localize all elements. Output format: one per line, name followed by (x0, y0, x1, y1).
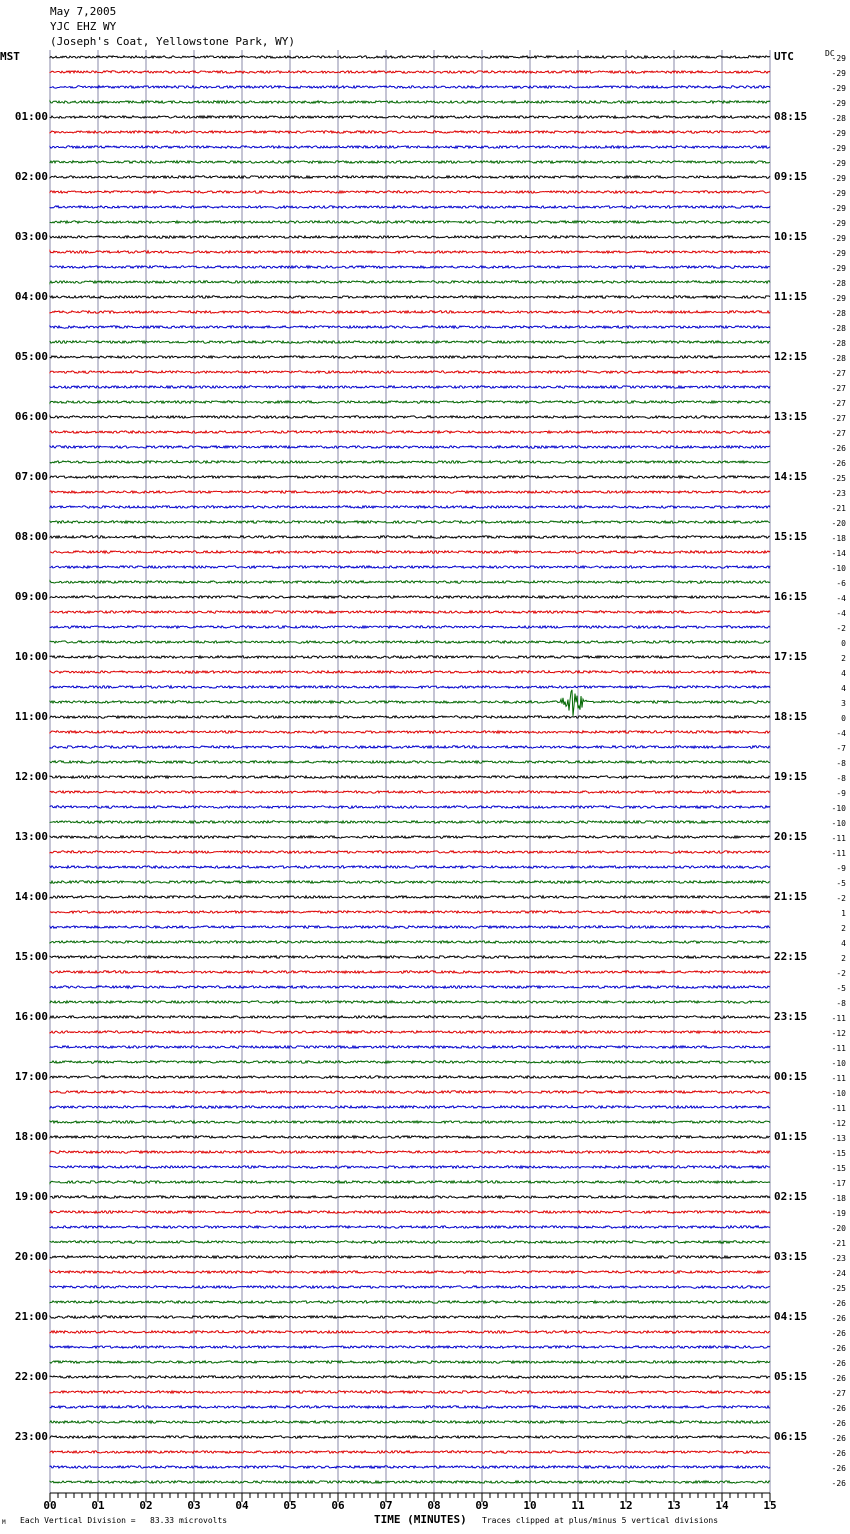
trace-row (50, 731, 770, 733)
mst-hour-label: 19:00 (14, 1190, 48, 1203)
trace-row (50, 1391, 770, 1393)
trace-row (50, 821, 770, 823)
mst-hour-label: 17:00 (14, 1070, 48, 1083)
dc-offset-value: -4 (836, 594, 846, 603)
dc-offset-value: -10 (831, 804, 846, 813)
trace-row (50, 1241, 770, 1243)
trace-row (50, 566, 770, 568)
trace-row (50, 1376, 770, 1378)
mst-hour-label: 08:00 (14, 530, 48, 543)
trace-row (50, 1211, 770, 1213)
dc-offset-value: -29 (831, 294, 846, 303)
dc-offset-value: -27 (831, 1389, 846, 1398)
dc-offset-value: -10 (831, 819, 846, 828)
x-tick-label: 14 (715, 1499, 729, 1512)
dc-offset-value: -14 (831, 549, 846, 558)
utc-hour-label: 14:15 (774, 470, 808, 483)
utc-hour-label: 09:15 (774, 170, 808, 183)
mst-hour-label: 07:00 (14, 470, 48, 483)
trace-row (50, 551, 770, 553)
dc-offset-value: -28 (831, 309, 846, 318)
utc-hour-label: 05:15 (774, 1370, 808, 1383)
dc-offset-value: -10 (831, 1059, 846, 1068)
trace-row (50, 311, 770, 313)
trace-row (50, 506, 770, 508)
dc-offset-value: -7 (836, 744, 846, 753)
dc-offset-value: -26 (831, 1374, 846, 1383)
dc-offset-value: -15 (831, 1164, 846, 1173)
dc-offset-value: -28 (831, 339, 846, 348)
trace-row (50, 476, 770, 478)
utc-hour-label: 21:15 (774, 890, 808, 903)
dc-offset-value: -6 (836, 579, 846, 588)
dc-offset-value: -2 (836, 624, 846, 633)
trace-row (50, 221, 770, 223)
x-tick-label: 09 (475, 1499, 489, 1512)
trace-row (50, 851, 770, 853)
dc-offset-value: -20 (831, 519, 846, 528)
dc-offset-value: -29 (831, 129, 846, 138)
utc-hour-label: 04:15 (774, 1310, 808, 1323)
trace-row (50, 806, 770, 808)
trace-row (50, 56, 770, 58)
dc-offset-value: -26 (831, 459, 846, 468)
trace-row (50, 761, 770, 763)
trace-row (50, 461, 770, 463)
trace-row (50, 446, 770, 448)
dc-offset-value: -29 (831, 144, 846, 153)
trace-row (50, 1151, 770, 1153)
trace-row (50, 1001, 770, 1003)
utc-hour-label: 11:15 (774, 290, 808, 303)
trace-row (50, 596, 770, 598)
trace-row (50, 386, 770, 388)
dc-offset-value: -23 (831, 1254, 846, 1263)
trace-row (50, 671, 770, 673)
dc-offset-value: -5 (836, 879, 846, 888)
trace-row (50, 1166, 770, 1168)
trace-row (50, 1061, 770, 1063)
dc-offset-value: 3 (841, 699, 846, 708)
trace-row (50, 236, 770, 238)
mst-hour-label: 12:00 (14, 770, 48, 783)
dc-offset-value: -29 (831, 219, 846, 228)
trace-row (50, 1436, 770, 1438)
dc-offset-value: 4 (841, 669, 846, 678)
header-location: (Joseph's Coat, Yellowstone Park, WY) (50, 35, 296, 48)
dc-offset-value: 2 (841, 924, 846, 933)
utc-hour-label: 19:15 (774, 770, 808, 783)
dc-offset-value: -28 (831, 114, 846, 123)
trace-row (50, 491, 770, 493)
dc-offset-value: -27 (831, 384, 846, 393)
dc-offset-value: -27 (831, 369, 846, 378)
dc-offset-value: -23 (831, 489, 846, 498)
trace-row (50, 1331, 770, 1333)
trace-row (50, 746, 770, 748)
dc-offset-value: -26 (831, 1329, 846, 1338)
trace-row (50, 776, 770, 778)
trace-row (50, 1301, 770, 1303)
dc-offset-value: -29 (831, 84, 846, 93)
x-tick-label: 01 (91, 1499, 105, 1512)
dc-offset-value: -29 (831, 249, 846, 258)
dc-offset-value: -10 (831, 1089, 846, 1098)
dc-offset-value: 0 (841, 639, 846, 648)
dc-offset-value: -5 (836, 984, 846, 993)
mst-axis-label: MST (0, 50, 20, 63)
dc-offset-value: -11 (831, 1104, 846, 1113)
trace-row (50, 1406, 770, 1408)
dc-offset-value: -26 (831, 1479, 846, 1488)
dc-offset-value: -26 (831, 1449, 846, 1458)
dc-offset-value: -29 (831, 174, 846, 183)
trace-row (50, 1106, 770, 1108)
trace-row (50, 251, 770, 253)
trace-row (50, 866, 770, 868)
dc-offset-value: -26 (831, 1434, 846, 1443)
utc-hour-label: 06:15 (774, 1430, 808, 1443)
dc-offset-value: -25 (831, 1284, 846, 1293)
x-tick-label: 05 (283, 1499, 297, 1512)
dc-offset-value: -8 (836, 774, 846, 783)
trace-row (50, 101, 770, 103)
utc-hour-label: 08:15 (774, 110, 808, 123)
dc-offset-value: -20 (831, 1224, 846, 1233)
trace-row (50, 881, 770, 883)
trace-row (50, 836, 770, 838)
mst-hour-label: 14:00 (14, 890, 48, 903)
x-tick-label: 13 (667, 1499, 681, 1512)
utc-hour-label: 10:15 (774, 230, 808, 243)
dc-offset-value: -21 (831, 1239, 846, 1248)
dc-offset-value: -9 (836, 789, 846, 798)
mst-hour-label: 20:00 (14, 1250, 48, 1263)
trace-row (50, 611, 770, 613)
trace-row (50, 206, 770, 208)
trace-row (50, 896, 770, 898)
x-tick-label: 15 (763, 1499, 777, 1512)
trace-row (50, 161, 770, 163)
trace-row (50, 1361, 770, 1363)
trace-row (50, 986, 770, 988)
clip-note: Traces clipped at plus/minus 5 vertical divisions (482, 1516, 719, 1525)
dc-offset-value: -26 (831, 1344, 846, 1353)
utc-hour-label: 22:15 (774, 950, 808, 963)
trace-row (50, 86, 770, 88)
trace-row (50, 690, 770, 716)
dc-offset-value: -26 (831, 1404, 846, 1413)
trace-row (50, 176, 770, 178)
trace-row (50, 431, 770, 433)
trace-row (50, 266, 770, 268)
mst-hour-label: 18:00 (14, 1130, 48, 1143)
trace-row (50, 281, 770, 283)
trace-row (50, 641, 770, 643)
trace-row (50, 191, 770, 193)
utc-hour-label: 18:15 (774, 710, 808, 723)
header-station: YJC EHZ WY (50, 20, 117, 33)
dc-offset-value: -29 (831, 189, 846, 198)
trace-row (50, 1031, 770, 1033)
x-tick-label: 00 (43, 1499, 57, 1512)
mst-hour-label: 05:00 (14, 350, 48, 363)
x-tick-label: 07 (379, 1499, 393, 1512)
trace-row (50, 371, 770, 373)
dc-offset-value: -18 (831, 534, 846, 543)
dc-offset-value: -28 (831, 354, 846, 363)
dc-offset-value: -29 (831, 264, 846, 273)
trace-row (50, 1256, 770, 1258)
dc-offset-value: -17 (831, 1179, 846, 1188)
dc-offset-value: -4 (836, 609, 846, 618)
trace-row (50, 356, 770, 358)
dc-offset-value: -26 (831, 1299, 846, 1308)
dc-offset-value: 2 (841, 654, 846, 663)
trace-row (50, 416, 770, 418)
mst-hour-label: 06:00 (14, 410, 48, 423)
mst-hour-label: 04:00 (14, 290, 48, 303)
trace-row (50, 116, 770, 118)
utc-hour-label: 02:15 (774, 1190, 808, 1203)
trace-row (50, 1346, 770, 1348)
dc-offset-value: -29 (831, 69, 846, 78)
dc-offset-value: -28 (831, 279, 846, 288)
utc-hour-label: 12:15 (774, 350, 808, 363)
dc-offset-value: -29 (831, 204, 846, 213)
dc-offset-value: -8 (836, 759, 846, 768)
mst-hour-label: 11:00 (14, 710, 48, 723)
dc-offset-value: -11 (831, 1044, 846, 1053)
x-tick-label: 04 (235, 1499, 249, 1512)
dc-offset-value: -26 (831, 1314, 846, 1323)
utc-axis-label: UTC (774, 50, 794, 63)
corner-mark: M (2, 1519, 6, 1526)
dc-offset-value: -12 (831, 1029, 846, 1038)
trace-row (50, 1286, 770, 1288)
dc-offset-value: -24 (831, 1269, 846, 1278)
trace-row (50, 1016, 770, 1018)
dc-offset-value: -13 (831, 1134, 846, 1143)
dc-offset-value: -11 (831, 1014, 846, 1023)
x-tick-label: 06 (331, 1499, 345, 1512)
dc-offset-value: 4 (841, 939, 846, 948)
trace-row (50, 326, 770, 328)
dc-offset-value: -25 (831, 474, 846, 483)
mst-hour-label: 22:00 (14, 1370, 48, 1383)
mst-hour-label: 09:00 (14, 590, 48, 603)
trace-row (50, 941, 770, 943)
utc-hour-label: 17:15 (774, 650, 808, 663)
dc-offset-value: 1 (841, 909, 846, 918)
dc-offset-value: -28 (831, 324, 846, 333)
trace-row (50, 971, 770, 973)
trace-row (50, 656, 770, 658)
trace-row (50, 1121, 770, 1123)
dc-offset-value: -4 (836, 729, 846, 738)
utc-hour-label: 20:15 (774, 830, 808, 843)
header-date: May 7,2005 (50, 5, 117, 18)
dc-offset-value: -11 (831, 849, 846, 858)
trace-row (50, 1481, 770, 1483)
utc-hour-label: 15:15 (774, 530, 808, 543)
trace-row (50, 1271, 770, 1273)
trace-row (50, 1316, 770, 1318)
utc-hour-label: 03:15 (774, 1250, 808, 1263)
dc-offset-value: -18 (831, 1194, 846, 1203)
utc-hour-label: 01:15 (774, 1130, 808, 1143)
x-axis-title: TIME (MINUTES) (374, 1513, 467, 1526)
dc-offset-value: -27 (831, 429, 846, 438)
x-tick-label: 08 (427, 1499, 441, 1512)
trace-row (50, 296, 770, 298)
trace-row (50, 1196, 770, 1198)
x-tick-label: 10 (523, 1499, 537, 1512)
dc-offset-value: -12 (831, 1119, 846, 1128)
mst-hour-label: 13:00 (14, 830, 48, 843)
dc-offset-value: -26 (831, 444, 846, 453)
mst-hour-label: 21:00 (14, 1310, 48, 1323)
dc-offset-value: -27 (831, 399, 846, 408)
dc-offset-value: -10 (831, 564, 846, 573)
trace-row (50, 626, 770, 628)
trace-row (50, 1226, 770, 1228)
mst-hour-label: 10:00 (14, 650, 48, 663)
trace-row (50, 926, 770, 928)
trace-row (50, 1421, 770, 1423)
utc-hour-label: 16:15 (774, 590, 808, 603)
dc-label: DC (825, 49, 835, 58)
utc-hour-label: 13:15 (774, 410, 808, 423)
trace-row (50, 521, 770, 523)
dc-offset-value: -26 (831, 1419, 846, 1428)
mst-hour-label: 03:00 (14, 230, 48, 243)
mst-hour-label: 15:00 (14, 950, 48, 963)
dc-offset-value: -29 (831, 234, 846, 243)
dc-offset-value: -8 (836, 999, 846, 1008)
utc-hour-label: 23:15 (774, 1010, 808, 1023)
trace-row (50, 581, 770, 583)
x-tick-label: 02 (139, 1499, 153, 1512)
x-tick-label: 03 (187, 1499, 201, 1512)
trace-row (50, 1451, 770, 1453)
dc-offset-value: -15 (831, 1149, 846, 1158)
utc-hour-label: 00:15 (774, 1070, 808, 1083)
trace-row (50, 1046, 770, 1048)
dc-offset-value: -11 (831, 1074, 846, 1083)
trace-row (50, 71, 770, 73)
trace-row (50, 716, 770, 718)
trace-row (50, 131, 770, 133)
dc-offset-value: -29 (831, 159, 846, 168)
trace-row (50, 146, 770, 148)
trace-row (50, 686, 770, 688)
x-tick-label: 11 (571, 1499, 585, 1512)
mst-hour-label: 02:00 (14, 170, 48, 183)
scale-note: Each Vertical Division = 83.33 microvolts (20, 1516, 228, 1525)
dc-offset-value: -2 (836, 894, 846, 903)
dc-offset-value: 4 (841, 684, 846, 693)
dc-offset-value: -19 (831, 1209, 846, 1218)
trace-row (50, 401, 770, 403)
trace-row (50, 536, 770, 538)
trace-row (50, 956, 770, 958)
trace-row (50, 1136, 770, 1138)
dc-offset-value: -9 (836, 864, 846, 873)
mst-hour-label: 01:00 (14, 110, 48, 123)
trace-row (50, 1091, 770, 1093)
dc-offset-value: -26 (831, 1464, 846, 1473)
dc-offset-value: -27 (831, 414, 846, 423)
dc-offset-value: -29 (831, 54, 846, 63)
trace-row (50, 341, 770, 343)
dc-offset-value: -21 (831, 504, 846, 513)
dc-offset-value: -11 (831, 834, 846, 843)
trace-row (50, 1466, 770, 1468)
dc-offset-value: -29 (831, 99, 846, 108)
dc-offset-value: -2 (836, 969, 846, 978)
mst-hour-label: 16:00 (14, 1010, 48, 1023)
dc-offset-value: 2 (841, 954, 846, 963)
dc-offset-value: -26 (831, 1359, 846, 1368)
trace-row (50, 791, 770, 793)
trace-row (50, 911, 770, 913)
dc-offset-value: 0 (841, 714, 846, 723)
trace-row (50, 1181, 770, 1183)
trace-row (50, 1076, 770, 1078)
x-tick-label: 12 (619, 1499, 633, 1512)
mst-hour-label: 23:00 (14, 1430, 48, 1443)
